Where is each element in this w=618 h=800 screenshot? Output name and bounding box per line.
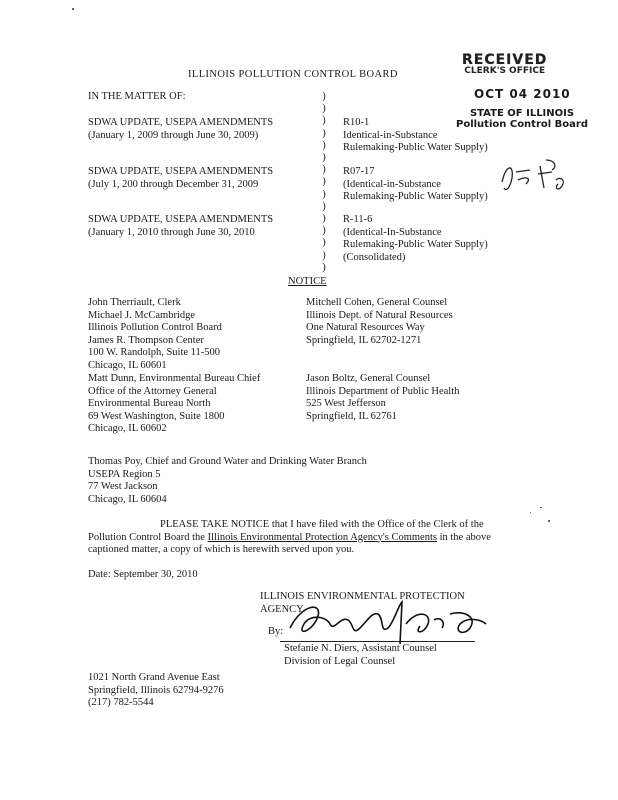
signature-by-label: By: bbox=[268, 626, 284, 637]
agency-name: ILLINOIS ENVIRONMENTAL PROTECTION AGENCY bbox=[260, 591, 465, 615]
case-1-line-1: SDWA UPDATE, USEPA AMENDMENTS bbox=[88, 117, 274, 128]
case-1-line-2: (January 1, 2009 through June 30, 2009) bbox=[88, 129, 259, 141]
caption-parentheses: ) ) ) ) ) ) ) ) ) ) ) ) ) ) ) bbox=[322, 91, 326, 273]
handwritten-mark bbox=[496, 152, 576, 200]
scan-speck bbox=[548, 520, 550, 522]
scan-speck bbox=[540, 507, 542, 508]
recipient-usepa: Thomas Poy, Chief and Ground Water and Drinking Water Branch USEPA Region 5 77 West Jackson Chicago, IL 60604 bbox=[88, 456, 367, 505]
case-2-docket bbox=[343, 166, 488, 204]
case-3-docket-type: (Identical-In-Substance bbox=[343, 226, 442, 238]
signature-line bbox=[280, 641, 475, 642]
case-1-docket-subject: Rulemaking-Public Water Supply) bbox=[343, 142, 488, 153]
notice-heading: NOTICE bbox=[288, 276, 327, 287]
notice-paragraph bbox=[88, 519, 508, 557]
case-3-docket-consolidated: (Consolidated) bbox=[343, 251, 406, 263]
date-line: Date: September 30, 2010 bbox=[88, 569, 198, 580]
stamp-date: OCT 04 2010 bbox=[474, 87, 571, 101]
case-1-docket-type: Identical-in-Substance bbox=[343, 129, 438, 141]
recipient-attorney-general: Matt Dunn, Environmental Bureau Chief Office of the Attorney General Environmental Bureau North 69 West Washington, Suite 1800 Chicago, IL 60602 bbox=[88, 373, 261, 434]
case-2-line-1: SDWA UPDATE, USEPA AMENDMENTS bbox=[88, 166, 274, 177]
recipient-idnr: Mitchell Cohen, General Counsel Illinois Dept. of Natural Resources One Natural Resources Way Springfield, IL 62702-1271 bbox=[306, 297, 453, 346]
stamp-state-line2: Pollution Control Board bbox=[456, 119, 589, 130]
case-3-docket bbox=[343, 214, 488, 264]
case-1-docket bbox=[343, 117, 488, 155]
notice-text-part2: in the above captioned matter, a copy of which is herewith served upon you. bbox=[88, 531, 491, 555]
document-title: ILLINOIS POLLUTION CONTROL BOARD bbox=[188, 69, 398, 80]
case-3-caption bbox=[88, 214, 273, 239]
case-1-caption bbox=[88, 117, 273, 142]
case-2-docket-type: (Identical-in-Substance bbox=[343, 178, 441, 190]
case-3-line-1: SDWA UPDATE, USEPA AMENDMENTS bbox=[88, 214, 274, 225]
case-2-caption bbox=[88, 166, 273, 191]
received-stamp bbox=[462, 54, 547, 77]
scan-speck bbox=[72, 8, 74, 10]
notice-text-part1: PLEASE TAKE NOTICE that I have filed with the Office of the Clerk of the Pollution Control Board the bbox=[88, 519, 484, 543]
agency-address: 1021 North Grand Avenue East Springfield, Illinois 62794-9276 (217) 782-5544 bbox=[88, 672, 224, 708]
case-2-docket-subject: Rulemaking-Public Water Supply) bbox=[343, 191, 488, 202]
in-the-matter-label: IN THE MATTER OF: bbox=[88, 91, 186, 102]
recipient-idph: Jason Boltz, General Counsel Illinois Department of Public Health 525 West Jefferson Springfield, IL 62761 bbox=[306, 373, 460, 422]
stamp-office: CLERK'S OFFICE bbox=[464, 65, 546, 76]
notice-document-title: Illinois Environmental Protection Agency's Comments bbox=[207, 531, 437, 543]
case-3-docket-number: R-11-6 bbox=[343, 214, 373, 225]
case-3-docket-subject: Rulemaking-Public Water Supply) bbox=[343, 239, 488, 250]
signer-name-title: Stefanie N. Diers, Assistant Counsel Division of Legal Counsel bbox=[284, 643, 437, 667]
case-2-docket-number: R07-17 bbox=[343, 166, 375, 177]
case-3-line-2: (January 1, 2010 through June 30, 2010 bbox=[88, 226, 255, 238]
stamp-state-line1: STATE OF ILLINOIS bbox=[469, 108, 575, 119]
recipient-pcb-clerk: John Therriault, Clerk Michael J. McCambridge Illinois Pollution Control Board James R. Thompson Center 100 W. Randolph, Suite 11-500 Chicago, IL 60601 bbox=[88, 297, 222, 371]
case-1-docket-number: R10-1 bbox=[343, 117, 370, 128]
stamp-received: RECEIVED bbox=[462, 52, 548, 68]
scan-speck bbox=[530, 512, 531, 513]
case-2-line-2: (July 1, 200 through December 31, 2009 bbox=[88, 178, 259, 190]
